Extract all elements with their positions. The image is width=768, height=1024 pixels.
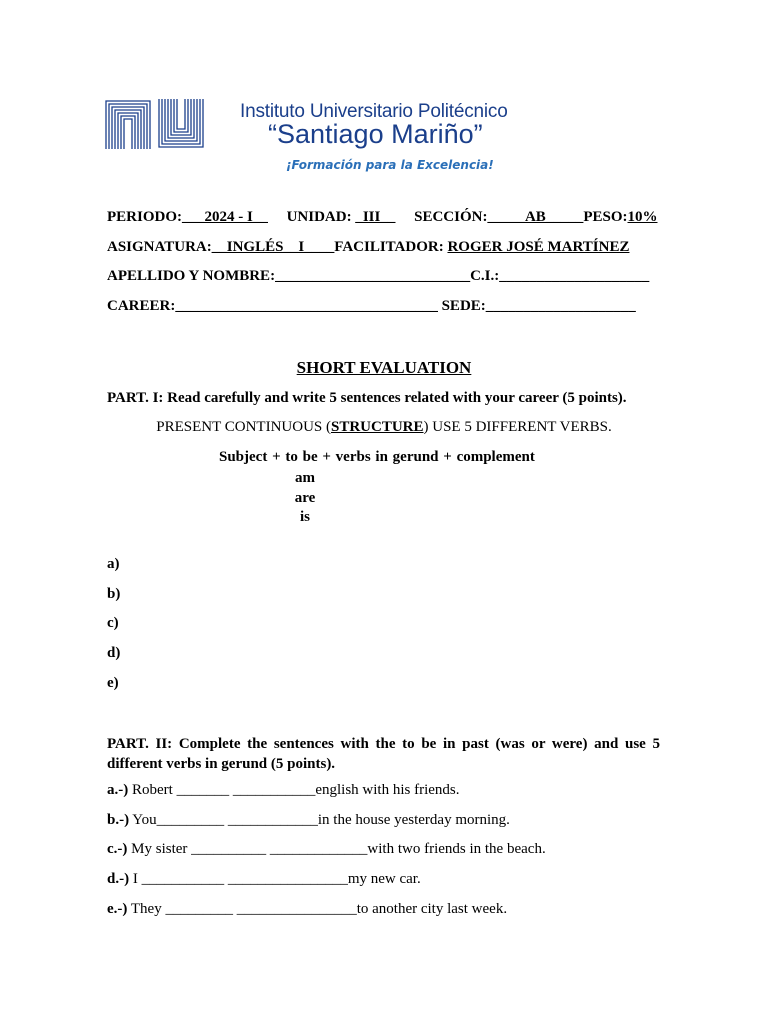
career-line — [107, 298, 636, 315]
exercise-c[interactable] — [107, 841, 546, 858]
periodo-value: ___2024 - I__ — [182, 209, 268, 225]
asignatura-line — [107, 239, 629, 256]
to-be-forms — [280, 469, 330, 528]
exercise-a[interactable] — [107, 782, 459, 799]
exercise-label: d.-) — [107, 871, 130, 887]
answer-line-d[interactable]: d) — [107, 645, 121, 661]
exercise-text: You_________ ____________in the house yesterday morning. — [129, 812, 510, 828]
exercise-e[interactable] — [107, 901, 507, 918]
exercise-text: Robert _______ ___________english with his friends. — [128, 782, 460, 798]
part2-instruction: PART. II: Complete the sentences with the to be in past (was or were) and use 5 different verbs in gerund (5 points). — [107, 736, 660, 772]
answer-line-a[interactable]: a) — [107, 556, 120, 572]
unidad-label: UNIDAD: — [286, 209, 352, 225]
exercise-d[interactable] — [107, 871, 421, 888]
structure-before: PRESENT CONTINUOUS ( — [156, 419, 331, 435]
to-be-form: is — [299, 509, 310, 525]
structure-line — [0, 419, 768, 436]
exercise-text: My sister __________ _____________with two friends in the beach. — [127, 841, 546, 857]
answer-line-b[interactable]: b) — [107, 586, 121, 602]
peso-value: 10% — [627, 209, 658, 225]
exercise-label: b.-) — [107, 812, 130, 828]
ci-label: C.I.: — [470, 268, 500, 284]
structure-word: STRUCTURE — [330, 419, 424, 435]
answer-line-c[interactable]: c) — [107, 615, 119, 631]
facilitador-value: ROGER JOSÉ MARTÍNEZ — [447, 239, 630, 255]
part1-instruction: PART. I: Read carefully and write 5 sentences related with your career (5 points). — [107, 390, 627, 406]
asignatura-label: ASIGNATURA: — [107, 239, 212, 255]
institution-name: Instituto Universitario Politécnico — [240, 101, 508, 122]
exercise-label: c.-) — [107, 841, 128, 857]
structure-formula: Subject + to be + verbs in gerund + complement — [219, 449, 535, 465]
career-field[interactable]: ___________________________________ — [175, 298, 438, 314]
seccion-value: _____AB_____ — [487, 209, 584, 225]
exercise-text: They _________ ________________to another city last week. — [127, 901, 508, 917]
ci-field[interactable]: ____________________ — [499, 268, 650, 284]
periodo-line — [107, 209, 658, 226]
apellido-field[interactable]: __________________________ — [275, 268, 471, 284]
periodo-label: PERIODO: — [107, 209, 182, 225]
peso-label: PESO: — [583, 209, 628, 225]
sede-field[interactable]: ____________________ — [485, 298, 636, 314]
apellido-label: APELLIDO Y NOMBRE: — [107, 268, 276, 284]
exercise-b[interactable] — [107, 812, 510, 829]
institution-logo — [104, 99, 205, 149]
unidad-value: _III__ — [355, 209, 396, 225]
page-title: SHORT EVALUATION — [296, 358, 472, 377]
career-label: CAREER: — [107, 298, 176, 314]
sede-label: SEDE: — [441, 298, 486, 314]
to-be-form: am — [295, 470, 315, 486]
institution-motto: ¡Formación para la Excelencia! — [286, 158, 494, 172]
answer-line-e[interactable]: e) — [107, 675, 119, 691]
exercise-text: I ___________ ________________my new car. — [129, 871, 421, 887]
seccion-label: SECCIÓN: — [414, 209, 488, 225]
institution-proper-name: “Santiago Mariño” — [268, 119, 483, 149]
apellido-line — [107, 268, 649, 285]
to-be-form: are — [294, 489, 316, 506]
facilitador-label: FACILITADOR: — [334, 239, 444, 255]
exercise-label: a.-) — [107, 782, 129, 798]
exercise-label: e.-) — [107, 901, 128, 917]
structure-after: ) USE 5 DIFFERENT VERBS. — [423, 419, 612, 435]
asignatura-value: __INGLÉS__I____ — [211, 239, 335, 255]
